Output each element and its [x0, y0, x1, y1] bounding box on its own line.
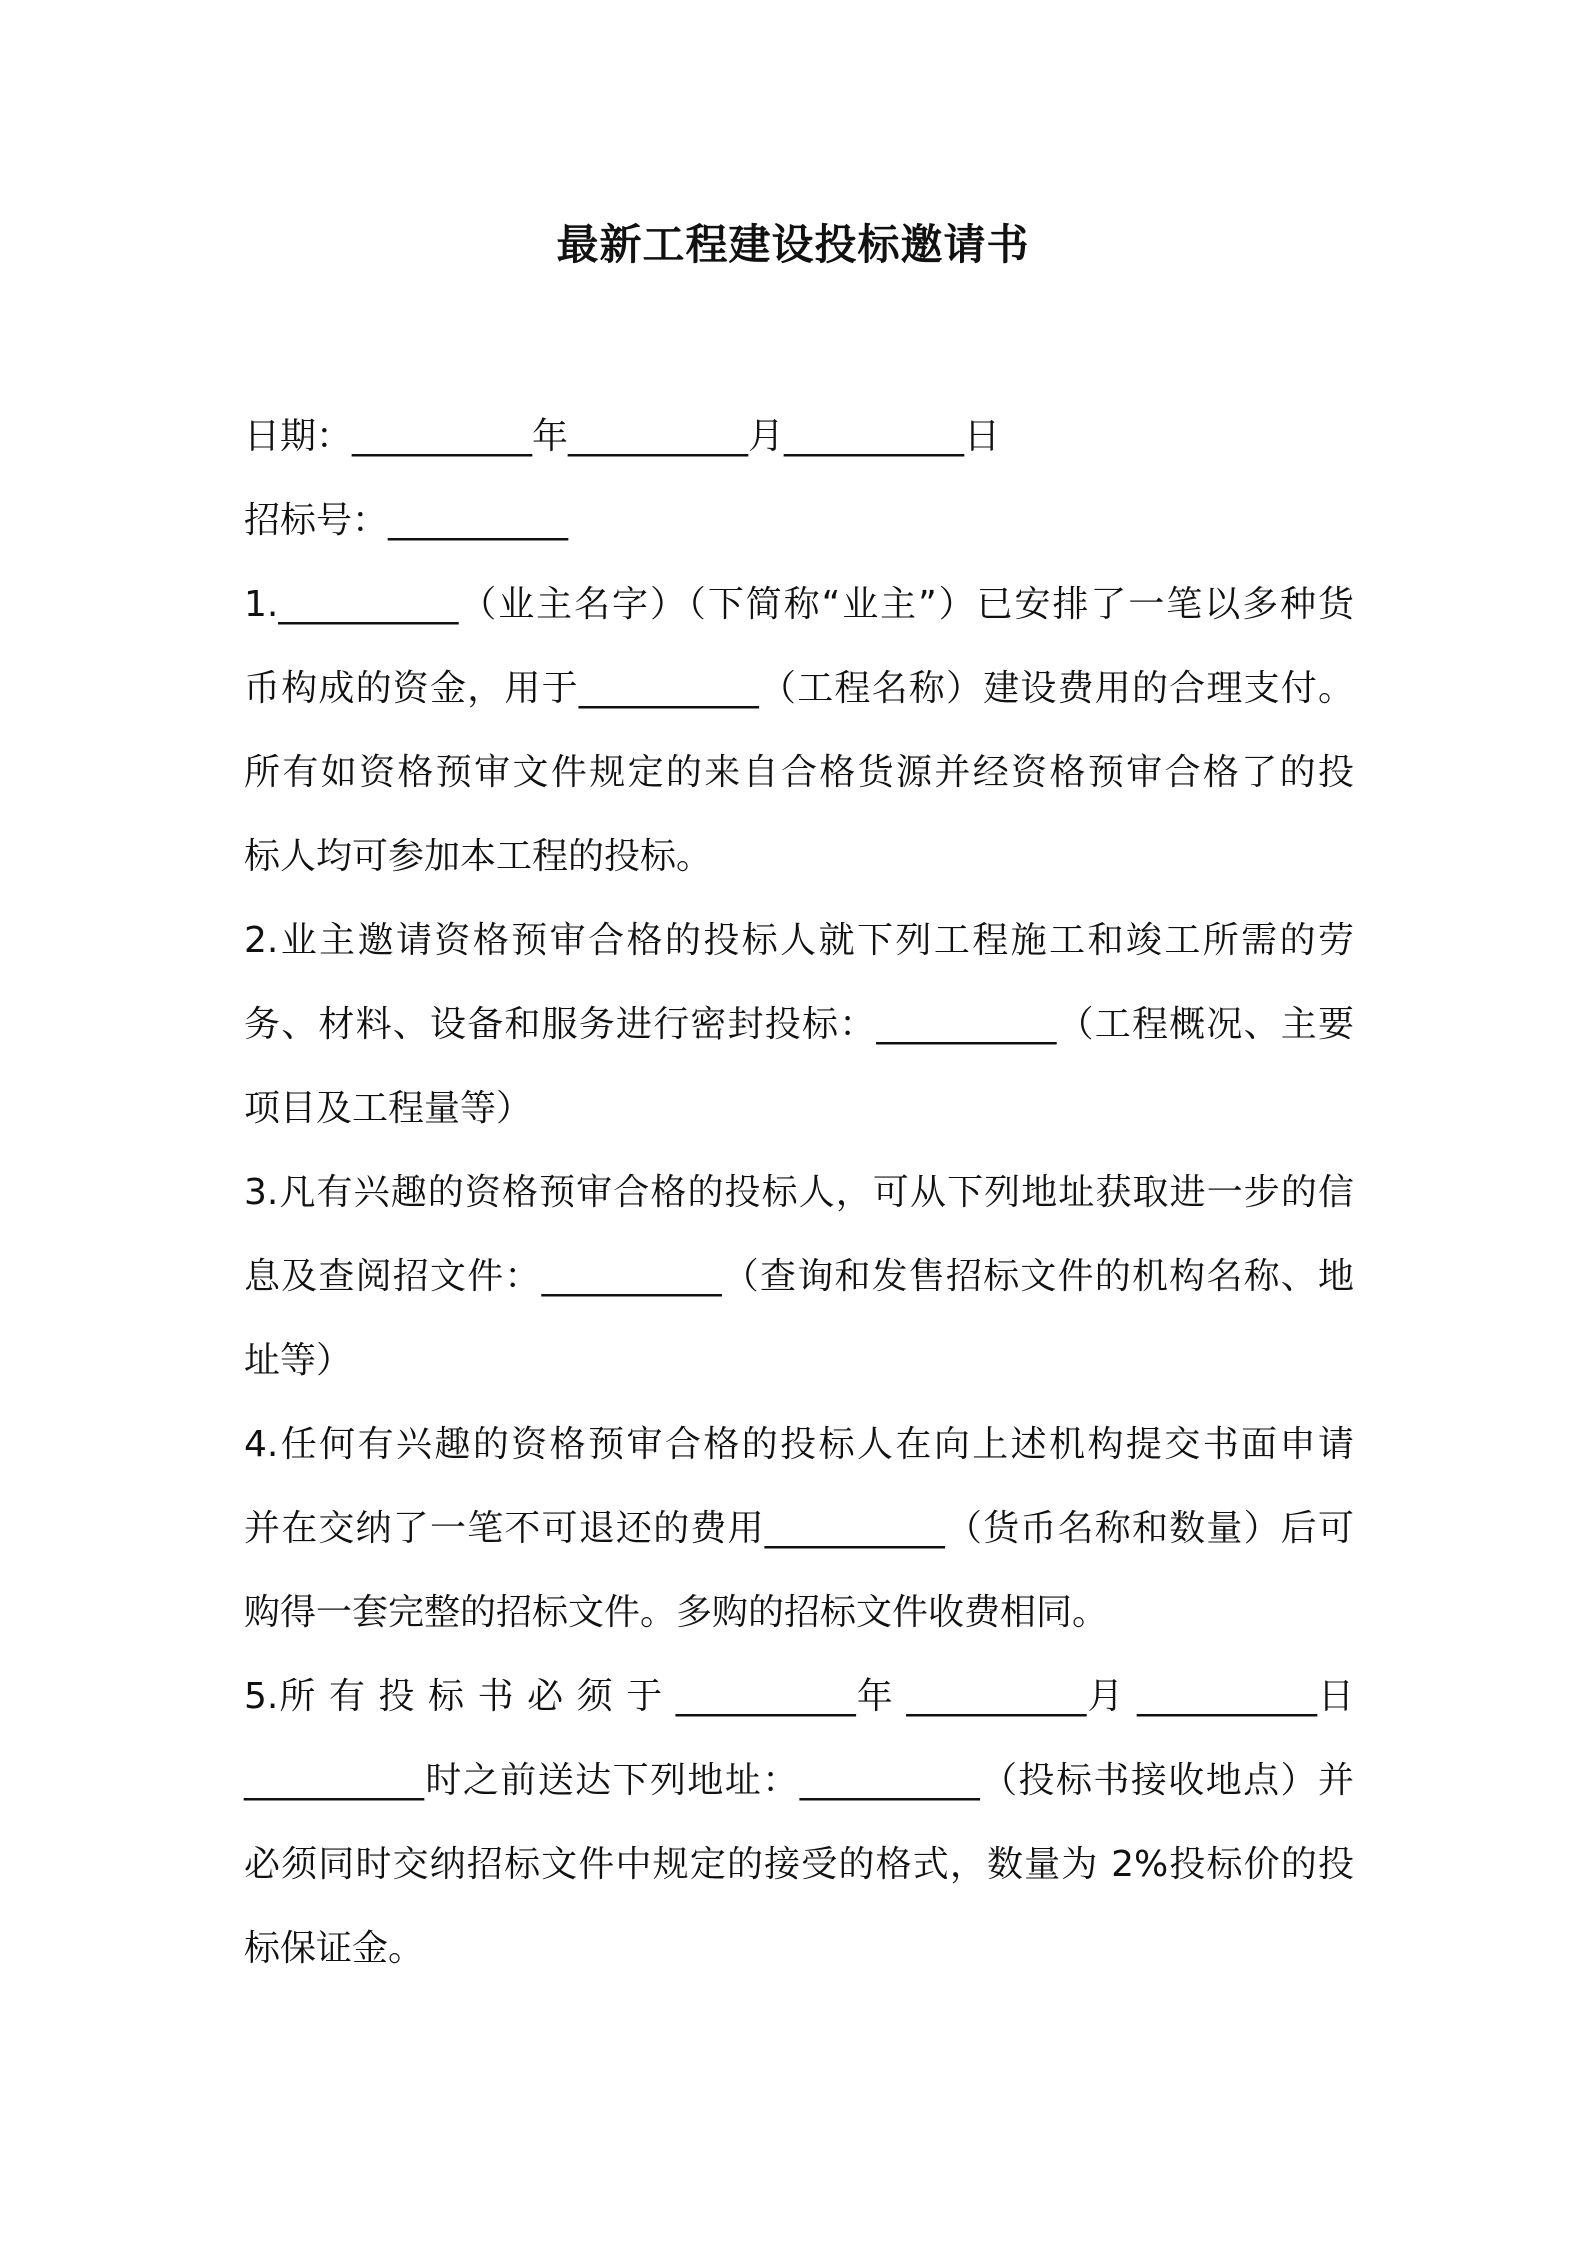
text-line: 址等） [244, 1340, 353, 1381]
paragraph-2 [244, 899, 1354, 1151]
text-line: 标人均可参加本工程的投标。 [244, 836, 713, 877]
paragraph-5 [244, 1655, 1354, 1991]
paragraph-1 [244, 563, 1354, 899]
bid-number-line: 招标号：__________ [244, 500, 569, 541]
text-line: 2.业主邀请资格预审合格的投标人就下列工程施工和竣工所需的劳 [244, 920, 1354, 961]
text-line: 币构成的资金，用于__________（工程名称）建设费用的合理支付。 [244, 668, 1354, 709]
paragraph-4 [244, 1403, 1354, 1655]
text-line: 5.所 有 投 标 书 必 须 于 __________年 __________月 __________日 [244, 1676, 1354, 1717]
text-line: 并在交纳了一笔不可退还的费用__________（货币名称和数量）后可 [244, 1508, 1354, 1549]
text-line: 3.凡有兴趣的资格预审合格的投标人，可从下列地址获取进一步的信 [244, 1172, 1354, 1213]
text-line: 4.任何有兴趣的资格预审合格的投标人在向上述机构提交书面申请 [244, 1424, 1354, 1465]
text-line: 息及查阅招文件：__________（查询和发售招标文件的机构名称、地 [244, 1256, 1354, 1297]
date-line: 日期：__________年__________月__________日 [244, 416, 1001, 457]
text-line: 务、材料、设备和服务进行密封投标：__________（工程概况、主要 [244, 1004, 1354, 1045]
paragraph-3 [244, 1151, 1354, 1403]
document-body [244, 563, 1354, 1991]
text-line: 项目及工程量等） [244, 1088, 533, 1129]
document-title: 最新工程建设投标邀请书 [556, 220, 1030, 269]
text-line: __________时之前送达下列地址：__________（投标书接收地点）并 [244, 1760, 1354, 1801]
header-fields [244, 395, 1354, 563]
text-line: 标保证金。 [244, 1928, 425, 1969]
text-line: 所有如资格预审文件规定的来自合格货源并经资格预审合格了的投 [244, 752, 1354, 793]
text-line: 必须同时交纳招标文件中规定的接受的格式，数量为 2%投标价的投 [244, 1844, 1354, 1885]
text-line: 1.__________（业主名字）（下简称“业主”）已安排了一笔以多种货 [244, 584, 1354, 625]
text-line: 购得一套完整的招标文件。多购的招标文件收费相同。 [244, 1592, 1109, 1633]
